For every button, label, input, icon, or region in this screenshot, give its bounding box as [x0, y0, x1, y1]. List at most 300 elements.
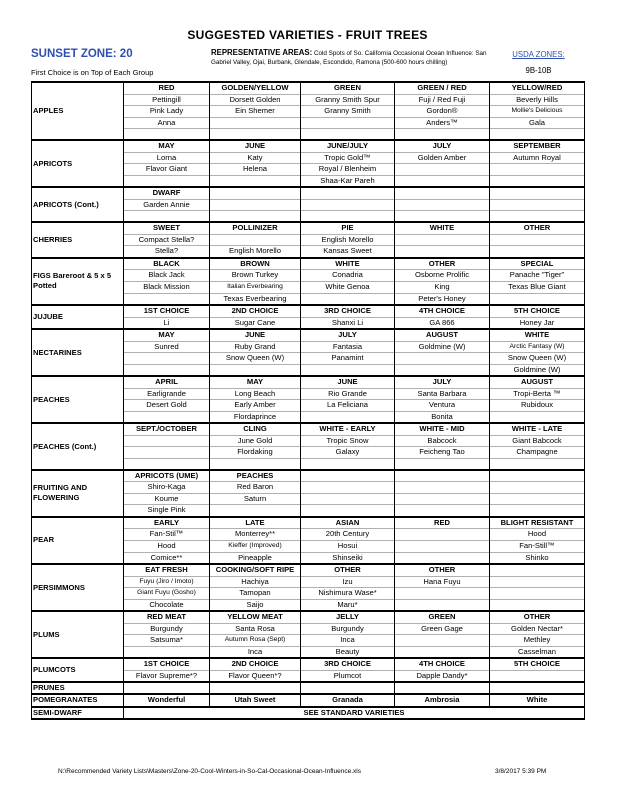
column-header-cell: ASIAN: [301, 517, 395, 529]
variety-cell: [395, 199, 490, 211]
variety-cell: [210, 175, 301, 187]
section-header-row: [32, 564, 585, 576]
variety-cell: [395, 493, 490, 505]
variety-cell: Santa Barbara: [395, 388, 490, 400]
sheet-header: [31, 28, 584, 82]
variety-cell: Burgundy: [124, 623, 210, 635]
variety-cell: English Morello: [210, 246, 301, 258]
column-header-cell: [210, 187, 301, 199]
variety-cell: [490, 246, 585, 258]
section-header-row: [32, 658, 585, 670]
variety-cell: [124, 211, 210, 223]
variety-cell: Tamopan: [210, 588, 301, 600]
section-label-cherries: CHERRIES: [32, 222, 124, 258]
variety-cell: Rio Grande: [301, 388, 395, 400]
usda-zones-link[interactable]: USDA ZONES:: [512, 50, 565, 59]
section-label-jujube: JUJUBE: [32, 305, 124, 329]
column-header-cell: Granada: [301, 694, 395, 707]
variety-cell: Texas Everbearing: [210, 293, 301, 305]
column-header-cell: WHITE - LATE: [490, 423, 585, 435]
variety-cell: Flordaking: [210, 447, 301, 459]
variety-cell: Snow Queen (W): [490, 353, 585, 365]
column-header-cell: MAY: [124, 329, 210, 341]
variety-cell: Lorna: [124, 152, 210, 164]
variety-cell: Texas Blue Giant: [490, 281, 585, 293]
variety-cell: Autumn Rosa (Sept): [210, 635, 301, 647]
column-header-cell: 3RD CHOICE: [301, 305, 395, 317]
variety-cell: Galaxy: [301, 447, 395, 459]
representative-areas-label: REPRESENTATIVE AREAS:: [211, 48, 313, 57]
variety-cell: Pineapple: [210, 552, 301, 564]
variety-cell: Panamint: [301, 353, 395, 365]
column-header-cell: GOLDEN/YELLOW: [210, 82, 301, 94]
variety-cell: Dapple Dandy*: [395, 670, 490, 682]
column-header-cell: [395, 187, 490, 199]
column-header-cell: [490, 682, 585, 694]
column-header-cell: WHITE: [395, 222, 490, 234]
variety-cell: Casselman: [490, 646, 585, 658]
sunset-zone-label: SUNSET ZONE: 20: [31, 48, 133, 60]
variety-cell: [210, 458, 301, 470]
variety-cell: Autumn Royal: [490, 152, 585, 164]
variety-cell: Katy: [210, 152, 301, 164]
variety-cell: Long Beach: [210, 388, 301, 400]
variety-cell: Santa Rosa: [210, 623, 301, 635]
column-header-cell: EARLY: [124, 517, 210, 529]
section-label-persimmons: PERSIMMONS: [32, 564, 124, 611]
variety-cell: [301, 505, 395, 517]
variety-cell: [395, 164, 490, 176]
variety-cell: Golden Nectar*: [490, 623, 585, 635]
variety-cell: [301, 493, 395, 505]
column-header-cell: [490, 564, 585, 576]
variety-cell: Flavor Supreme*?: [124, 670, 210, 682]
variety-cell: Inca: [210, 646, 301, 658]
column-header-cell: SPECIAL: [490, 258, 585, 270]
variety-cell: Shanxi Li: [301, 317, 395, 329]
section-label-apricots-cont: APRICOTS (Cont.): [32, 187, 124, 222]
variety-cell: Panache "Tiger": [490, 270, 585, 282]
variety-cell: [210, 234, 301, 246]
variety-cell: Champagne: [490, 447, 585, 459]
column-header-cell: 1ST CHOICE: [124, 305, 210, 317]
column-header-cell: APRIL: [124, 376, 210, 388]
column-header-cell: [395, 682, 490, 694]
variety-cell: Brown Turkey: [210, 270, 301, 282]
variety-cell: [301, 211, 395, 223]
variety-cell: English Morello: [301, 234, 395, 246]
column-header-cell: JUNE: [210, 140, 301, 152]
variety-cell: Monterrey**: [210, 529, 301, 541]
section-header-row: [32, 222, 585, 234]
representative-areas: [211, 48, 496, 67]
section-label-pear: PEAR: [32, 517, 124, 564]
variety-cell: [395, 482, 490, 494]
section-header-row: [32, 187, 585, 199]
variety-cell: Fuyu (Jiro / Imoto): [124, 576, 210, 588]
section-header-row: [32, 470, 585, 482]
section-label-apples: APPLES: [32, 82, 124, 140]
variety-cell: Hood: [490, 529, 585, 541]
variety-cell: Plumcot: [301, 670, 395, 682]
variety-cell: Ventura: [395, 400, 490, 412]
variety-cell: Nishimura Wase*: [301, 588, 395, 600]
variety-cell: Peter's Honey: [395, 293, 490, 305]
variety-cell: Flavor Queen*?: [210, 670, 301, 682]
column-header-cell: [395, 470, 490, 482]
variety-cell: Pink Lady: [124, 106, 210, 118]
variety-cell: [395, 234, 490, 246]
variety-cell: Gala: [490, 117, 585, 129]
variety-cell: Beverly Hills: [490, 94, 585, 106]
variety-cell: [124, 447, 210, 459]
variety-cell: [490, 211, 585, 223]
column-header-cell: RED: [124, 82, 210, 94]
variety-cell: [395, 364, 490, 376]
variety-cell: [210, 505, 301, 517]
variety-cell: King: [395, 281, 490, 293]
variety-cell: Early Amber: [210, 400, 301, 412]
column-header-cell: YELLOW MEAT: [210, 611, 301, 623]
variety-cell: Anders™: [395, 117, 490, 129]
variety-cell: Tropi-Berta ™: [490, 388, 585, 400]
column-header-cell: WHITE - EARLY: [301, 423, 395, 435]
variety-cell: Single Pink: [124, 505, 210, 517]
variety-cell: [301, 293, 395, 305]
section-header-row: [32, 517, 585, 529]
variety-cell: Sunred: [124, 341, 210, 353]
variety-cell: Sugar Cane: [210, 317, 301, 329]
variety-cell: Saijo: [210, 599, 301, 611]
variety-cell: Snow Queen (W): [210, 353, 301, 365]
column-header-cell: AUGUST: [490, 376, 585, 388]
variety-cell: Mollie's Delicious: [490, 106, 585, 118]
column-header-cell: COOKING/SOFT RIPE: [210, 564, 301, 576]
section-header-row: [32, 329, 585, 341]
variety-cell: [301, 411, 395, 423]
variety-cell: [490, 411, 585, 423]
variety-cell: [490, 505, 585, 517]
variety-cell: Goldmine (W): [490, 364, 585, 376]
section-label-nectarines: NECTARINES: [32, 329, 124, 376]
column-header-cell: OTHER: [301, 564, 395, 576]
variety-cell: [301, 129, 395, 141]
variety-cell: [395, 175, 490, 187]
variety-cell: Kieffer (Improved): [210, 540, 301, 552]
variety-cell: [395, 552, 490, 564]
column-header-cell: OTHER: [395, 258, 490, 270]
column-header-cell: 5TH CHOICE: [490, 658, 585, 670]
column-header-cell: GREEN / RED: [395, 82, 490, 94]
section-label-peaches-cont: PEACHES (Cont.): [32, 423, 124, 470]
section-label-peaches: PEACHES: [32, 376, 124, 423]
variety-cell: Fan-Still™: [490, 540, 585, 552]
variety-cell: Satsuma*: [124, 635, 210, 647]
column-header-cell: Utah Sweet: [210, 694, 301, 707]
variety-cell: [490, 164, 585, 176]
variety-cell: Beauty: [301, 646, 395, 658]
variety-cell: [395, 458, 490, 470]
variety-cell: Earligrande: [124, 388, 210, 400]
section-header-row: [32, 376, 585, 388]
variety-cell: 20th Century: [301, 529, 395, 541]
variety-cell: [210, 364, 301, 376]
column-header-cell: PIE: [301, 222, 395, 234]
variety-cell: [395, 635, 490, 647]
variety-cell: Golden Amber: [395, 152, 490, 164]
variety-cell: Black Mission: [124, 281, 210, 293]
column-header-cell: DWARF: [124, 187, 210, 199]
variety-cell: Dorsett Golden: [210, 94, 301, 106]
variety-cell: [301, 364, 395, 376]
column-header-cell: [490, 470, 585, 482]
variety-cell: Giant Fuyu (Gosho): [124, 588, 210, 600]
section-label-pomegranates: POMEGRANATES: [32, 694, 124, 707]
variety-cell: [490, 293, 585, 305]
variety-cell: Shaa-Kar Pareh: [301, 175, 395, 187]
variety-cell: Tropic Gold™: [301, 152, 395, 164]
variety-cell: Granny Smith Spur: [301, 94, 395, 106]
variety-cell: Stella?: [124, 246, 210, 258]
variety-cell: Italian Everbearing: [210, 281, 301, 293]
variety-cell: [124, 458, 210, 470]
variety-cell: [301, 199, 395, 211]
column-header-cell: JELLY: [301, 611, 395, 623]
variety-cell: [395, 246, 490, 258]
column-header-cell: OTHER: [490, 611, 585, 623]
variety-cell: [490, 234, 585, 246]
column-header-cell: 2ND CHOICE: [210, 658, 301, 670]
variety-cell: Goldmine (W): [395, 341, 490, 353]
variety-cell: [124, 175, 210, 187]
section-row-semi-dwarf: [32, 707, 585, 720]
page-title: SUGGESTED VARIETIES - FRUIT TREES: [187, 28, 428, 42]
variety-cell: [210, 129, 301, 141]
column-header-cell: Ambrosia: [395, 694, 490, 707]
section-header-row: [32, 423, 585, 435]
variety-cell: [210, 117, 301, 129]
variety-cell: Methley: [490, 635, 585, 647]
section-label-prunes: PRUNES: [32, 682, 124, 694]
variety-cell: Compact Stella?: [124, 234, 210, 246]
column-header-cell: BLACK: [124, 258, 210, 270]
variety-cell: [124, 411, 210, 423]
variety-cell: [490, 199, 585, 211]
variety-cell: Koume: [124, 493, 210, 505]
column-header-cell: [210, 682, 301, 694]
variety-cell: Osborne Prolific: [395, 270, 490, 282]
variety-cell: White Genoa: [301, 281, 395, 293]
column-header-cell: GREEN: [395, 611, 490, 623]
variety-cell: [395, 599, 490, 611]
variety-cell: Red Baron: [210, 482, 301, 494]
variety-cell: June Gold: [210, 435, 301, 447]
column-header-cell: POLLINIZER: [210, 222, 301, 234]
variety-cell: [490, 175, 585, 187]
column-header-cell: APRICOTS (UME): [124, 470, 210, 482]
column-header-cell: WHITE: [301, 258, 395, 270]
variety-cell: Ruby Grand: [210, 341, 301, 353]
variety-cell: Li: [124, 317, 210, 329]
variety-cell: Inca: [301, 635, 395, 647]
column-header-cell: WHITE: [490, 329, 585, 341]
variety-cell: Fantasia: [301, 341, 395, 353]
column-header-cell: 3RD CHOICE: [301, 658, 395, 670]
variety-cell: [395, 540, 490, 552]
column-header-cell: CLING: [210, 423, 301, 435]
section-header-row: [32, 611, 585, 623]
column-header-cell: GREEN: [301, 82, 395, 94]
section-header-row: [32, 82, 585, 94]
column-header-cell: RED MEAT: [124, 611, 210, 623]
column-header-cell: JULY: [395, 140, 490, 152]
variety-cell: [301, 458, 395, 470]
variety-cell: Hana Fuyu: [395, 576, 490, 588]
column-header-cell: Wonderful: [124, 694, 210, 707]
variety-cell: [395, 129, 490, 141]
section-label-apricots: APRICOTS: [32, 140, 124, 187]
column-header-cell: BLIGHT RESISTANT: [490, 517, 585, 529]
variety-cell: Garden Annie: [124, 199, 210, 211]
column-header-cell: 2ND CHOICE: [210, 305, 301, 317]
variety-cell: Gordon®: [395, 106, 490, 118]
column-header-cell: MAY: [210, 376, 301, 388]
variety-cell: Burgundy: [301, 623, 395, 635]
variety-cell: [124, 129, 210, 141]
variety-cell: [395, 529, 490, 541]
variety-cell: [490, 670, 585, 682]
variety-cell: [210, 211, 301, 223]
variety-cell: Hosui: [301, 540, 395, 552]
column-header-cell: [301, 470, 395, 482]
section-label-semi-dwarf: SEMI-DWARF: [32, 707, 124, 720]
variety-cell: Shinko: [490, 552, 585, 564]
variety-cell: [490, 129, 585, 141]
column-header-cell: OTHER: [395, 564, 490, 576]
column-header-cell: LATE: [210, 517, 301, 529]
variety-cell: Tropic Snow: [301, 435, 395, 447]
variety-cell: Fuji / Red Fuji: [395, 94, 490, 106]
variety-cell: [395, 211, 490, 223]
variety-cell: [490, 458, 585, 470]
variety-cell: Pettingill: [124, 94, 210, 106]
variety-cell: Babcock: [395, 435, 490, 447]
variety-cell: Green Gage: [395, 623, 490, 635]
variety-cell: Honey Jar: [490, 317, 585, 329]
variety-cell: Desert Gold: [124, 400, 210, 412]
column-header-cell: 4TH CHOICE: [395, 305, 490, 317]
variety-cell: [124, 646, 210, 658]
variety-cell: Fan-Stil™: [124, 529, 210, 541]
column-header-cell: WHITE - MID: [395, 423, 490, 435]
variety-cell: Rubidoux: [490, 400, 585, 412]
section-header-row: [32, 258, 585, 270]
column-header-cell: [124, 682, 210, 694]
variety-cell: Hachiya: [210, 576, 301, 588]
variety-cell: [124, 364, 210, 376]
variety-cell: Black Jack: [124, 270, 210, 282]
variety-cell: Flavor Giant: [124, 164, 210, 176]
variety-cell: Anna: [124, 117, 210, 129]
column-header-cell: JULY: [301, 329, 395, 341]
variety-cell: Comice**: [124, 552, 210, 564]
section-header-row: [32, 694, 585, 707]
variety-cell: Ein Shemer: [210, 106, 301, 118]
column-header-cell: RED: [395, 517, 490, 529]
section-header-row: [32, 140, 585, 152]
variety-cell: GA 866: [395, 317, 490, 329]
column-header-cell: [490, 187, 585, 199]
variety-cell: [210, 199, 301, 211]
column-header-cell: JUNE: [301, 376, 395, 388]
variety-cell: Giant Babcock: [490, 435, 585, 447]
column-header-cell: EAT FRESH: [124, 564, 210, 576]
variety-cell: [124, 353, 210, 365]
variety-cell: Hood: [124, 540, 210, 552]
first-choice-note: First Choice is on Top of Each Group: [31, 68, 154, 77]
variety-cell: [395, 505, 490, 517]
variety-cell: Conadria: [301, 270, 395, 282]
variety-cell: Maru*: [301, 599, 395, 611]
column-header-cell: 5TH CHOICE: [490, 305, 585, 317]
column-header-cell: PEACHES: [210, 470, 301, 482]
column-header-cell: 1ST CHOICE: [124, 658, 210, 670]
column-header-cell: JUNE/JULY: [301, 140, 395, 152]
variety-cell: [395, 646, 490, 658]
column-header-cell: SEPT./OCTOBER: [124, 423, 210, 435]
variety-cell: Feicheng Tao: [395, 447, 490, 459]
section-span-text: SEE STANDARD VARIETIES: [124, 707, 585, 720]
variety-cell: Shiro-Kaga: [124, 482, 210, 494]
variety-cell: [124, 293, 210, 305]
column-header-cell: 4TH CHOICE: [395, 658, 490, 670]
variety-cell: [301, 482, 395, 494]
variety-cell: Helena: [210, 164, 301, 176]
variety-cell: Granny Smith: [301, 106, 395, 118]
variety-cell: Arctic Fantasy (W): [490, 341, 585, 353]
section-label-plums: PLUMS: [32, 611, 124, 658]
column-header-cell: OTHER: [490, 222, 585, 234]
column-header-cell: JUNE: [210, 329, 301, 341]
variety-cell: Shinseiki: [301, 552, 395, 564]
footer-date: 3/8/2017 5:39 PM: [495, 768, 547, 775]
variety-cell: [301, 117, 395, 129]
variety-cell: [490, 493, 585, 505]
variety-cell: [490, 588, 585, 600]
variety-cell: [124, 435, 210, 447]
variety-cell: [490, 482, 585, 494]
section-header-row: [32, 682, 585, 694]
column-header-cell: SEPTEMBER: [490, 140, 585, 152]
column-header-cell: White: [490, 694, 585, 707]
column-header-cell: YELLOW/RED: [490, 82, 585, 94]
section-header-row: [32, 305, 585, 317]
variety-cell: Chocolate: [124, 599, 210, 611]
column-header-cell: MAY: [124, 140, 210, 152]
column-header-cell: [301, 682, 395, 694]
representative-areas-text: Cold Spots of So. California Occasional Ocean Influence: San Gabriel Valley, Ojai, Burbank, Glendale, Escondido, Ramona (500-600 hours chilling): [211, 50, 487, 67]
variety-cell: [395, 353, 490, 365]
column-header-cell: AUGUST: [395, 329, 490, 341]
variety-cell: Flordaprince: [210, 411, 301, 423]
section-label-figs-bareroot-5-x-5-potted: FIGS Bareroot & 5 x 5 Potted: [32, 258, 124, 305]
usda-zones-value: 9B-10B: [525, 66, 552, 75]
column-header-cell: JULY: [395, 376, 490, 388]
section-label-plumcots: PLUMCOTS: [32, 658, 124, 682]
variety-cell: Bonita: [395, 411, 490, 423]
section-label-fruiting-and-flowering: FRUITING AND FLOWERING: [32, 470, 124, 517]
variety-cell: Izu: [301, 576, 395, 588]
